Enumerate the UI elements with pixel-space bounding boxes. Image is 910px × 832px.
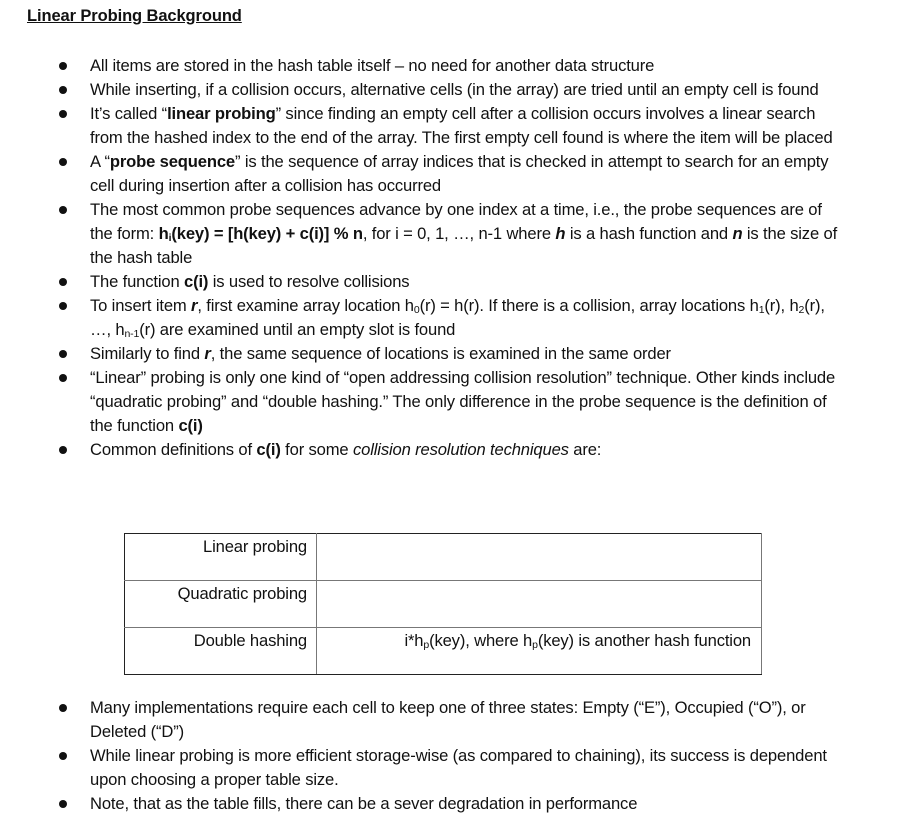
bullet-text: The function c(i) is used to resolve collisions [90, 272, 410, 291]
bullet-item [0, 744, 880, 792]
bullet-list-notes [0, 696, 880, 816]
bullet-item [0, 294, 880, 342]
bullet-text: All items are stored in the hash table itself – no need for another data structure [90, 56, 655, 75]
bullet-dot-icon [59, 704, 67, 712]
bullet-item [0, 198, 880, 270]
technique-name-cell: Linear probing [125, 534, 317, 581]
bullet-list-intro [0, 54, 880, 462]
technique-name-cell: Quadratic probing [125, 581, 317, 628]
bullet-text: The most common probe sequences advance by one index at a time, i.e., the probe sequences are of the form: $h_i(key) = [h(key) + c(i)]$ % n, for i = 0, 1, …, n-1 where h is a hash function and n is the size of the hash table [90, 200, 838, 267]
bullet-dot-icon [59, 110, 67, 118]
bullet-item [0, 150, 880, 198]
bullet-item [0, 438, 880, 462]
bullet-item [0, 78, 880, 102]
bullet-dot-icon [59, 374, 67, 382]
bullet-dot-icon [59, 800, 67, 808]
bullet-dot-icon [59, 62, 67, 70]
bullet-dot-icon [59, 206, 67, 214]
bullet-dot-icon [59, 278, 67, 286]
bullet-text: While inserting, if a collision occurs, alternative cells (in the array) are tried until an empty cell is found [90, 80, 819, 99]
technique-definition-cell [317, 581, 762, 628]
bullet-text: Common definitions of c(i) for some collision resolution techniques are: [90, 440, 602, 459]
bullet-text: Note, that as the table fills, there can be a sever degradation in performance [90, 794, 638, 813]
bullet-item [0, 696, 880, 744]
bullet-dot-icon [59, 350, 67, 358]
bullet-dot-icon [59, 752, 67, 760]
bullet-text: Similarly to find r, the same sequence of locations is examined in the same order [90, 344, 671, 363]
bullet-item [0, 342, 880, 366]
bullet-dot-icon [59, 86, 67, 94]
bullet-dot-icon [59, 302, 67, 310]
collision-techniques-table [124, 533, 762, 675]
bullet-text: To insert item r, first examine array location $h_0(r) = h(r)$. If there is a collision, array locations $h_1(r)$, $h_2(r)$, …, $h_{n-1}(r)$ are examined until an empty slot is found [90, 296, 825, 340]
table-row [125, 628, 762, 675]
bullet-dot-icon [59, 446, 67, 454]
table-row [125, 581, 762, 628]
bullet-text: While linear probing is more efficient storage-wise (as compared to chaining), its success is dependent upon choosing a proper table size. [90, 746, 827, 789]
bullet-item [0, 792, 880, 816]
document-title: Linear Probing Background [27, 7, 242, 25]
bullet-item [0, 102, 880, 150]
bullet-text: A “probe sequence” is the sequence of array indices that is checked in attempt to search for an empty cell during insertion after a collision has occurred [90, 152, 829, 195]
bullet-text: Many implementations require each cell to keep one of three states: Empty (“E”), Occupied (“O”), or Deleted (“D”) [90, 698, 806, 741]
bullet-text: It’s called “linear probing” since finding an empty cell after a collision occurs involves a linear search from the hashed index to the end of the array. The first empty cell found is where the item will be placed [90, 104, 833, 147]
bullet-text: “Linear” probing is only one kind of “open addressing collision resolution” technique. Other kinds include “quadratic probing” and “double hashing.” The only difference in the probe sequence is the definition of the function c(i) [90, 368, 836, 435]
bullet-item [0, 270, 880, 294]
technique-definition-cell: $i*h_p(key)$, where $h_p(key)$ is another hash function [317, 628, 762, 675]
bullet-dot-icon [59, 158, 67, 166]
table-row [125, 534, 762, 581]
technique-name-cell: Double hashing [125, 628, 317, 675]
bullet-item [0, 54, 880, 78]
technique-definition-cell [317, 534, 762, 581]
bullet-item [0, 366, 880, 438]
